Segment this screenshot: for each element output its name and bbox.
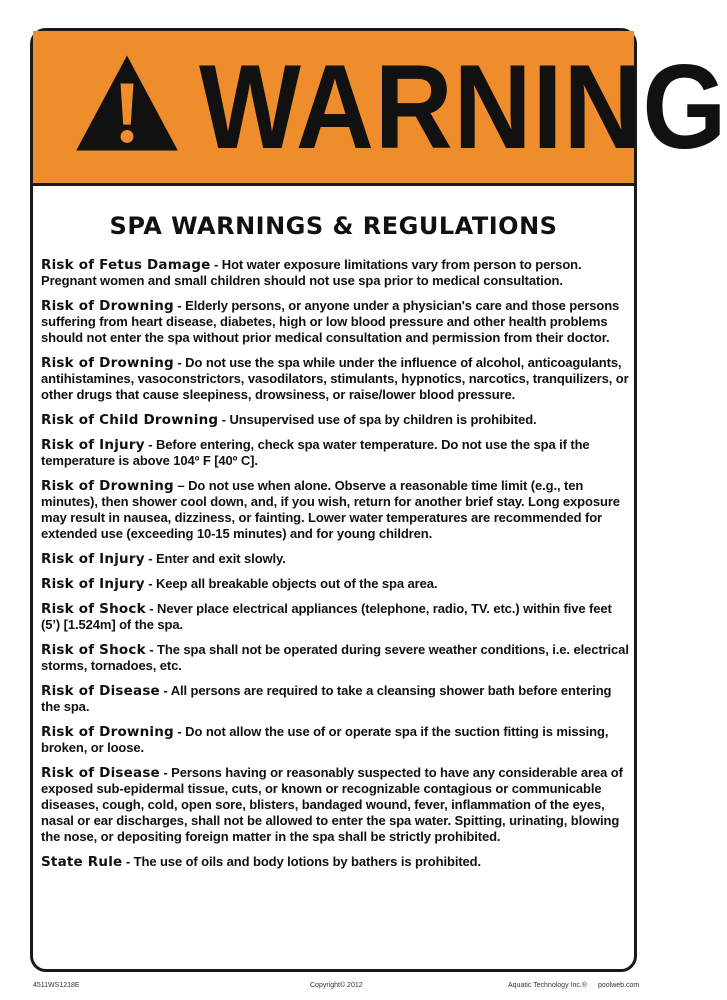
rule-item xyxy=(41,765,629,845)
rule-heading: Risk of Shock xyxy=(41,642,146,658)
rule-item xyxy=(41,437,629,469)
rule-text: - Before entering, check spa water temperature. Do not use the spa if the temperature is above 104º F [40º C]. xyxy=(41,437,590,468)
rule-heading: Risk of Injury xyxy=(41,437,145,453)
rule-item xyxy=(41,854,629,870)
sign-title: SPA WARNINGS & REGULATIONS xyxy=(109,212,558,240)
exclamation-triangle-icon xyxy=(73,49,181,157)
warning-heading: WARNING xyxy=(199,40,727,174)
website-text: poolweb.com xyxy=(598,982,640,989)
rule-text: - The use of oils and body lotions by bathers is prohibited. xyxy=(122,854,482,869)
rule-heading: Risk of Drowning xyxy=(41,298,174,314)
rule-text: - All persons are required to take a cleansing shower bath before entering the spa. xyxy=(41,683,612,714)
rule-item xyxy=(41,478,629,542)
rule-text: - Never place electrical appliances (telephone, radio, TV. etc.) within five feet (5’) [1.524m] of the spa. xyxy=(41,601,612,632)
rule-heading: Risk of Injury xyxy=(41,576,145,592)
rule-text: – Do not use when alone. Observe a reasonable time limit (e.g., ten minutes), then shower cool down, and, if you wish, return for another brief stay. Long exposure may result in nausea, dizziness, or fainting. Lower water temperatures are recommended for extended use (exceeding 10-15 minutes) and for young children. xyxy=(41,478,620,541)
company-name: Aquatic Technology Inc.® xyxy=(508,982,587,989)
rule-text: - Enter and exit slowly. xyxy=(144,551,286,566)
rule-heading: Risk of Shock xyxy=(41,601,146,617)
warning-header xyxy=(33,31,727,186)
rule-heading: Risk of Child Drowning xyxy=(41,412,219,428)
rule-heading: Risk of Disease xyxy=(41,765,160,781)
rule-text: - The spa shall not be operated during severe weather conditions, i.e. electrical storms, tornadoes, etc. xyxy=(41,642,629,673)
rule-heading: Risk of Drowning xyxy=(41,355,174,371)
rule-heading: Risk of Disease xyxy=(41,683,160,699)
rule-item xyxy=(41,551,629,567)
rule-text: - Persons having or reasonably suspected to have any considerable area of exposed sub-epidermal tissue, cuts, or known or recognizable contagious or communicable diseases, cough, cold, open sore, blisters, bandaged wound, fever, inflammation of the eyes, nasal or ear discharges, shall not be allowed to enter the spa water. Spitting, urinating, blowing the nose, or depositing foreign matter in the spa shall be strictly prohibited. xyxy=(41,765,623,844)
rule-item xyxy=(41,298,629,346)
rule-item xyxy=(41,355,629,403)
rule-item xyxy=(41,412,629,428)
rule-text: - Unsupervised use of spa by children is prohibited. xyxy=(218,412,537,427)
rule-heading: Risk of Drowning xyxy=(41,478,174,494)
rule-text: - Do not use the spa while under the influence of alcohol, anticoagulants, antihistamines, vasoconstrictors, vasodilators, stimulants, hypnotics, narcotics, tranquilizers, or other drugs that cause sleepiness, drowsiness, or raise/lower blood pressure. xyxy=(41,355,629,402)
rule-item xyxy=(41,683,629,715)
copyright-text: Copyright© 2012 xyxy=(310,982,363,989)
rules-list xyxy=(41,257,629,879)
warning-sign xyxy=(30,28,727,972)
rule-item xyxy=(41,257,629,289)
rule-item xyxy=(41,642,629,674)
product-code: 4511WS1218E xyxy=(33,982,80,989)
rule-text: - Hot water exposure limitations vary from person to person. Pregnant women and small children should not use spa prior to medical consultation. xyxy=(41,257,582,288)
rule-heading: Risk of Fetus Damage xyxy=(41,257,211,273)
rule-item xyxy=(41,601,629,633)
rule-heading: State Rule xyxy=(41,854,123,870)
rule-heading: Risk of Injury xyxy=(41,551,145,567)
rule-text: - Do not allow the use of or operate spa if the suction fitting is missing, broken, or loose. xyxy=(41,724,609,755)
rule-text: - Keep all breakable objects out of the spa area. xyxy=(144,576,438,591)
rule-text: - Elderly persons, or anyone under a physician's care and those persons suffering from heart disease, diabetes, high or low blood pressure and other health problems should not enter the spa without prior medical consultation and permission from their doctor. xyxy=(41,298,620,345)
footer xyxy=(0,982,667,994)
rule-item xyxy=(41,724,629,756)
rule-heading: Risk of Drowning xyxy=(41,724,174,740)
rule-item xyxy=(41,576,629,592)
